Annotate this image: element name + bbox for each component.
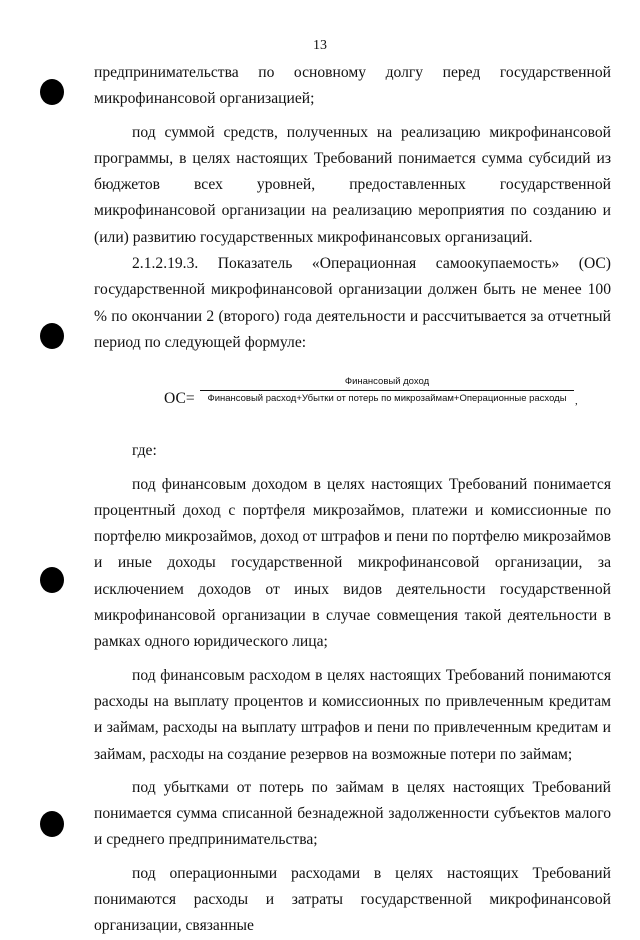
paragraph-operating-expenses: под операционными расходами в целях настоящих Требований понимаются расходы и затраты государственной микрофинансовой организации, связанные: [94, 864, 611, 935]
formula-os: [94, 372, 611, 430]
where-label: где:: [132, 442, 157, 460]
paragraph-continuation-end: микрофинансовой организацией;: [94, 90, 315, 108]
document-body: [94, 60, 611, 940]
binder-hole-mark: [40, 79, 64, 105]
paragraph-continuation: предпринимательства по основному долгу перед государственной: [94, 64, 611, 81]
formula-lhs: ОС=: [164, 390, 195, 408]
binder-hole-mark: [40, 323, 64, 349]
formula-fraction: [200, 376, 574, 405]
paragraph-funds-definition: под суммой средств, полученных на реализацию микрофинансовой программы, в целях настоящих Требований понимается сумма субсидий из бюджетов всех уровней, предоставленных государственной микрофинансовой организации на реализацию мероприятия по созданию и (или) развитию государственных микрофинансовых организаций.: [94, 123, 611, 246]
formula-numerator: Финансовый доход: [200, 376, 574, 391]
formula-comma: ,: [575, 395, 578, 408]
binder-hole-mark: [40, 811, 64, 837]
page-number: 13: [313, 38, 327, 53]
formula-denominator: Финансовый расход+Убытки от потерь по микрозаймам+Операционные расходы: [207, 393, 567, 405]
paragraph-indicator-os: 2.1.2.19.3. Показатель «Операционная самоокупаемость» (ОС) государственной микрофинансовой организации должен быть не менее 100 % по окончании 2 (второго) года деятельности и рассчитывается за отчетный период по следующей формуле:: [94, 255, 611, 351]
binder-hole-mark: [40, 567, 64, 593]
paragraph-financial-income: под финансовым доходом в целях настоящих Требований понимается процентный доход с портфеля микрозаймов, платежи и комиссионные по портфелю микрозаймов, доход от штрафов и пени по портфелю микрозаймов и иные доходы государственной микрофинансовой организации, за исключением доходов от иных видов деятельности государственной микрофинансовой организации в случае совмещения такой деятельности в рамках одного юридического лица;: [94, 475, 611, 651]
paragraph-financial-expense: под финансовым расходом в целях настоящих Требований понимаются расходы на выплату процентов и комиссионных по привлеченным кредитам и займам, расходы на выплату штрафов и пени по привлеченным кредитам и займам, расходы на создание резервов на возможные потери по займам;: [94, 666, 611, 763]
paragraph-loan-losses: под убытками от потерь по займам в целях настоящих Требований понимается сумма списанной безнадежной задолженности субъектов малого и среднего предпринимательства;: [94, 778, 611, 849]
